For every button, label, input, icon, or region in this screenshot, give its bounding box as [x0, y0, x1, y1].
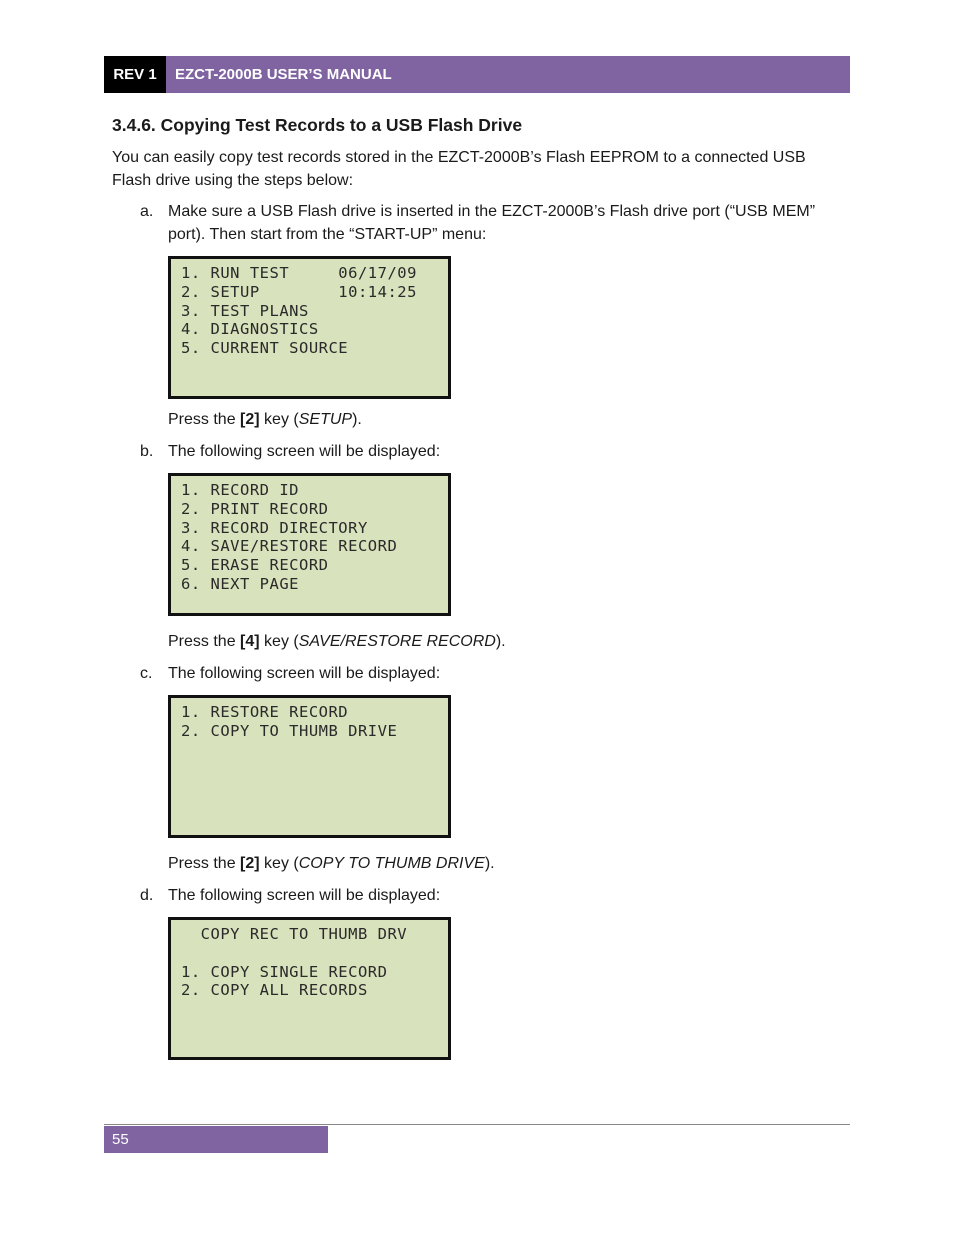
page-header — [104, 56, 850, 93]
press-suffix: ). — [495, 633, 506, 650]
step-b-text: The following screen will be displayed: — [168, 443, 441, 460]
revision-label: REV 1 — [104, 56, 166, 93]
lcd-screen-copy-thumb — [168, 917, 451, 1060]
lcd-screen-setup — [168, 473, 451, 616]
step-c-text: The following screen will be displayed: — [168, 665, 441, 682]
step-c-marker: c. — [140, 665, 153, 682]
menu-option-name: SAVE/RESTORE RECORD — [298, 633, 496, 650]
press-mid: key ( — [259, 411, 299, 428]
press-prefix: Press the — [168, 633, 241, 650]
press-prefix: Press the — [168, 411, 241, 428]
section-heading: 3.4.6. Copying Test Records to a USB Flash Drive — [112, 115, 523, 135]
press-suffix: ). — [484, 855, 495, 872]
press-mid: key ( — [259, 633, 299, 650]
press-prefix: Press the — [168, 855, 241, 872]
step-b-marker: b. — [140, 443, 154, 460]
lcd-screen-startup — [168, 256, 451, 399]
step-a-marker: a. — [140, 203, 154, 220]
press-suffix: ). — [352, 411, 362, 428]
lcd-text: 1. RESTORE RECORD 2. COPY TO THUMB DRIVE — [181, 703, 398, 740]
press-mid: key ( — [259, 855, 299, 872]
step-a-text: Make sure a USB Flash drive is inserted in the EZCT-2000B’s Flash drive port (“USB MEM” port). Then start from the “START-UP” menu: — [168, 203, 816, 243]
step-a-instruction — [168, 408, 828, 431]
step-c-instruction — [168, 852, 828, 875]
lcd-text: COPY REC TO THUMB DRV 1. COPY SINGLE RECORD 2. COPY ALL RECORDS — [181, 925, 408, 1000]
page-number: 55 — [104, 1126, 328, 1153]
lcd-text: 1. RUN TEST 06/17/09 2. SETUP 10:14:25 3. TEST PLANS 4. DIAGNOSTICS 5. CURRENT SOURCE — [181, 264, 417, 358]
key-label: [2] — [240, 855, 260, 872]
intro-paragraph: You can easily copy test records stored in the EZCT-2000B’s Flash EEPROM to a connected USB Flash drive using the steps below: — [112, 149, 806, 189]
lcd-text: 1. RECORD ID 2. PRINT RECORD 3. RECORD DIRECTORY 4. SAVE/RESTORE RECORD 5. ERASE RECORD 6. NEXT PAGE — [181, 481, 398, 593]
footer-divider — [104, 1124, 850, 1125]
step-d-text: The following screen will be displayed: — [168, 887, 441, 904]
menu-option-name: COPY TO THUMB DRIVE — [298, 855, 485, 872]
key-label: [4] — [240, 633, 260, 650]
manual-title: EZCT-2000B USER’S MANUAL — [166, 56, 850, 93]
step-b-instruction — [168, 630, 828, 653]
key-label: [2] — [240, 411, 260, 428]
step-d-marker: d. — [140, 887, 154, 904]
menu-option-name: SETUP — [298, 411, 353, 428]
lcd-screen-save-restore — [168, 695, 451, 838]
